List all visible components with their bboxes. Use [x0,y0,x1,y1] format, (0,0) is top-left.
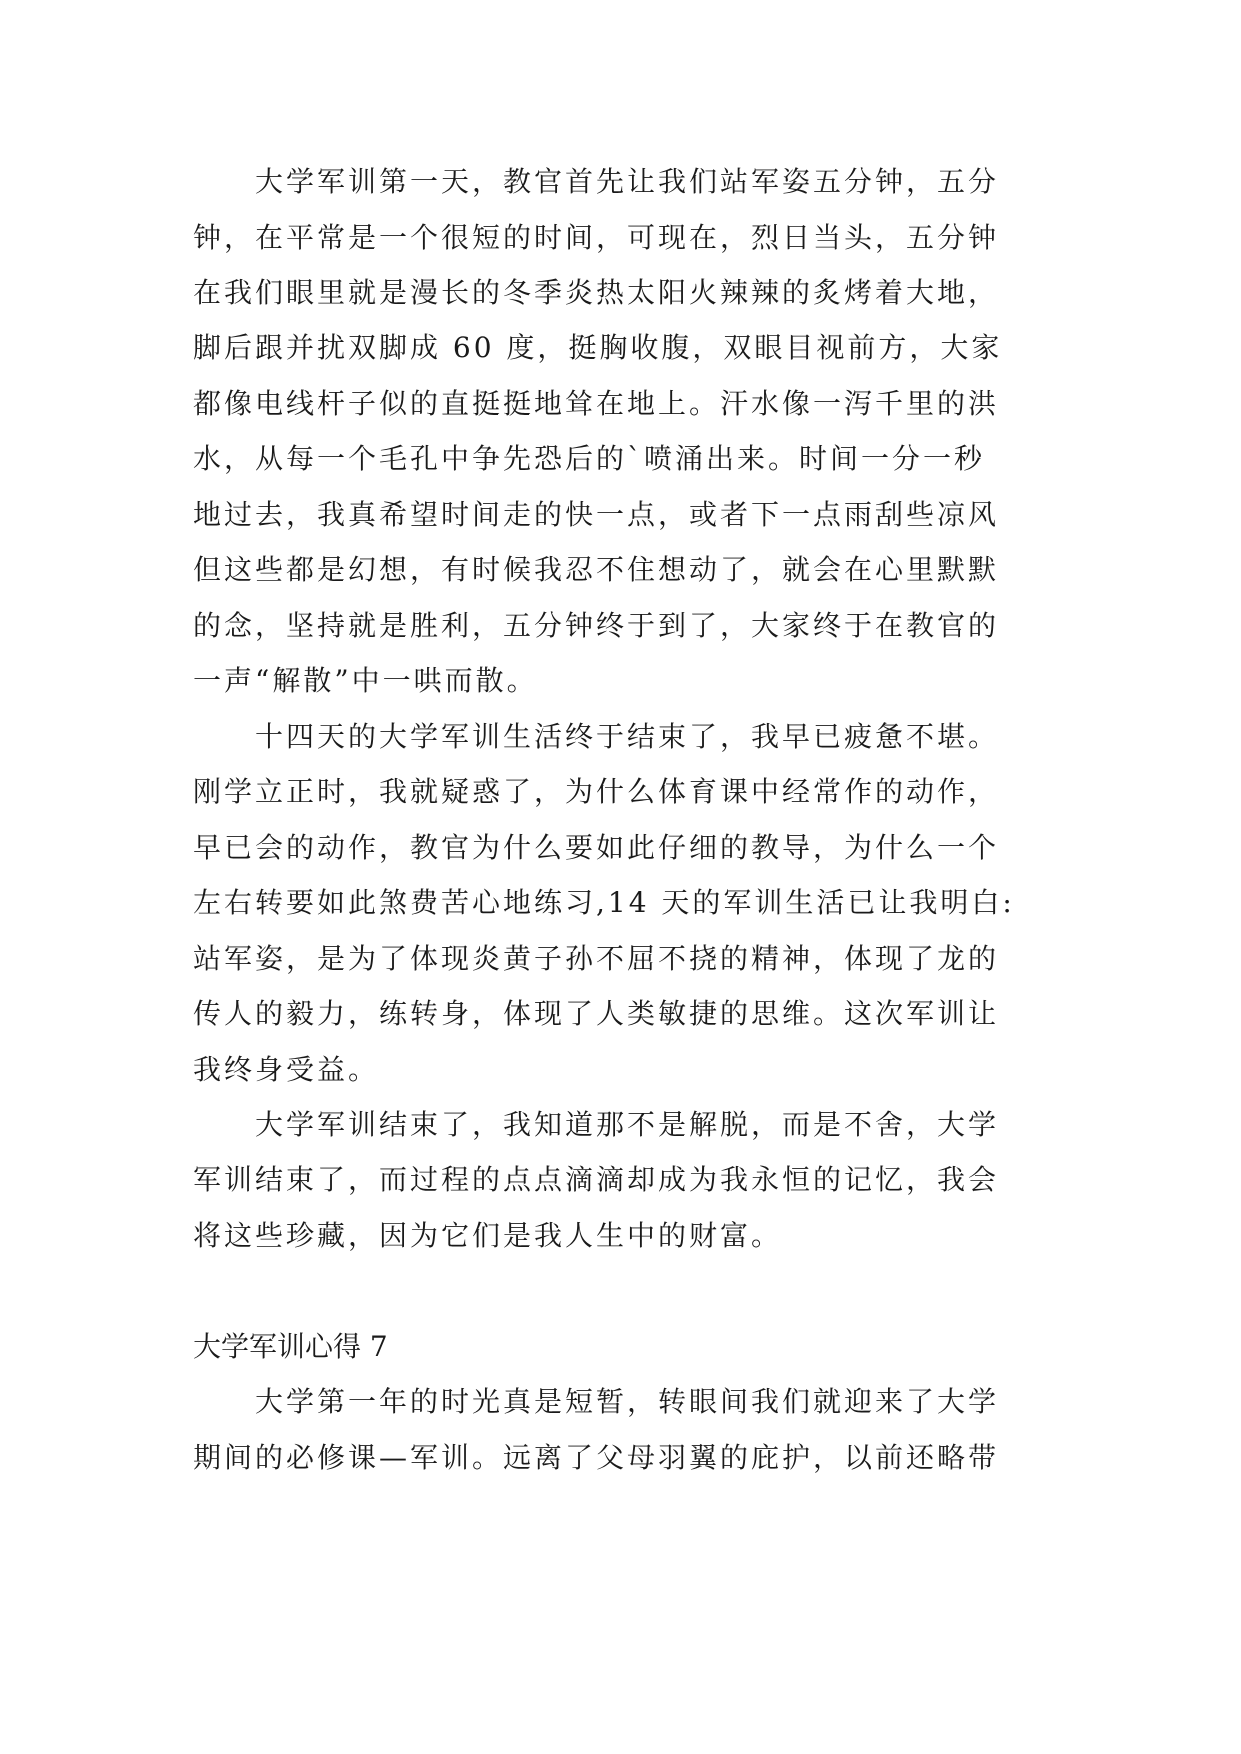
paragraph-2-line-6: 传人的毅力，练转身，体现了人类敏捷的思维。这次军训让 [193,997,1000,1030]
paragraph-1-line-10: 一声“解散”中一哄而散。 [193,664,538,697]
paragraph-2-line-7: 我终身受益。 [193,1053,380,1086]
paragraph-3-line-2: 军训结束了，而过程的点点滴滴却成为我永恒的记忆，我会 [193,1163,1000,1196]
paragraph-2-line-4: 左右转要如此煞费苦心地练习,14 天的军训生活已让我明白: [193,886,1015,919]
paragraph-1-line-8: 但这些都是幻想，有时候我忍不住想动了，就会在心里默默 [193,553,1000,586]
paragraph-1-line-1: 大学军训第一天，教官首先让我们站军姿五分钟，五分 [255,165,1000,198]
paragraph-1-line-5: 都像电线杆子似的直挺挺地耸在地上。汗水像一泻千里的洪 [193,387,1000,420]
paragraph-4-line-1: 大学第一年的时光真是短暂，转眼间我们就迎来了大学 [255,1385,1000,1418]
paragraph-3-line-3: 将这些珍藏，因为它们是我人生中的财富。 [193,1219,783,1252]
section-heading: 大学军训心得 7 [193,1330,388,1363]
paragraph-2-line-2: 刚学立正时，我就疑惑了，为什么体育课中经常作的动作， [193,775,1000,808]
paragraph-4-line-2: 期间的必修课—军训。远离了父母羽翼的庇护，以前还略带 [193,1441,1000,1474]
paragraph-2-line-1: 十四天的大学军训生活终于结束了，我早已疲惫不堪。 [255,720,1000,753]
paragraph-1-line-6: 水，从每一个毛孔中争先恐后的`喷涌出来。时间一分一秒 [193,442,986,475]
paragraph-2-line-5: 站军姿，是为了体现炎黄子孙不屈不挠的精神，体现了龙的 [193,942,1000,975]
paragraph-1-line-9: 的念，坚持就是胜利，五分钟终于到了，大家终于在教官的 [193,609,1000,642]
paragraph-1-line-4: 脚后跟并扰双脚成 60 度，挺胸收腹，双眼目视前方，大家 [193,331,1003,364]
paragraph-2-line-3: 早已会的动作，教官为什么要如此仔细的教导，为什么一个 [193,831,1000,864]
paragraph-1-line-3: 在我们眼里就是漫长的冬季炎热太阳火辣辣的炙烤着大地， [193,276,1000,309]
paragraph-1-line-2: 钟，在平常是一个很短的时间，可现在，烈日当头，五分钟 [193,221,1000,254]
paragraph-3-line-1: 大学军训结束了，我知道那不是解脱，而是不舍，大学 [255,1108,1000,1141]
paragraph-1-line-7: 地过去，我真希望时间走的快一点，或者下一点雨刮些凉风 [193,498,1000,531]
